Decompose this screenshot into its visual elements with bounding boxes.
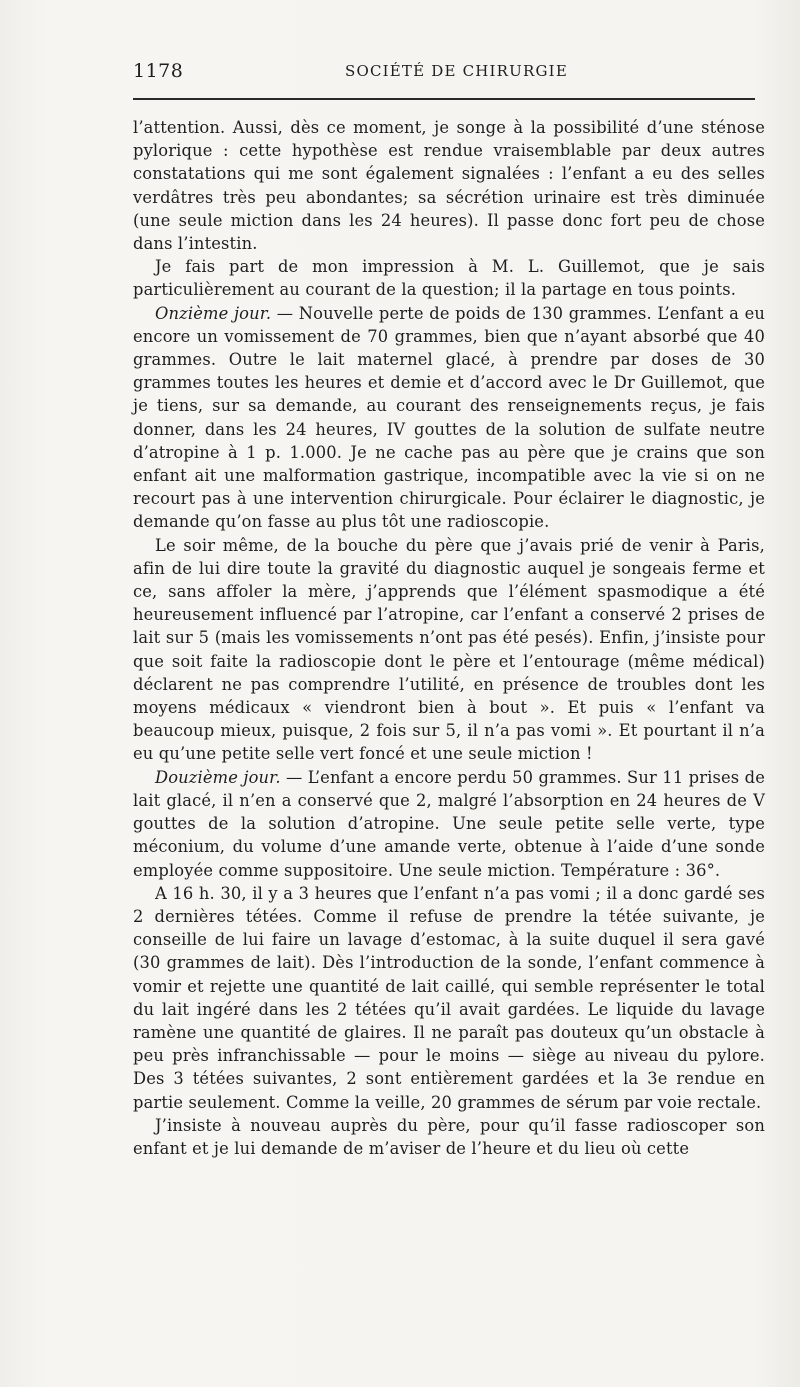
paragraph-5-text: — L’enfant a encore perdu 50 grammes. Sur 11 prises de lait glacé, il n’en a conservé que 2, malgré l’absorption en 24 heures de V gouttes de la solution d’atropine. Une seule petite selle verte, type méconium, du volume d’une amande verte, obtenue à l’aide d’une sonde employée comme suppositoire. Une seule miction. Température : 36°. <box>133 767 765 880</box>
paragraph-7: J’insiste à nouveau auprès du père, pour qu’il fasse radioscoper son enfant et je lui demande de m’aviser de l’heure et du lieu où cette <box>133 1115 765 1158</box>
paragraph-3 <box>133 302 765 534</box>
paragraph-6: A 16 h. 30, il y a 3 heures que l’enfant n’a pas vomi ; il a donc gardé ses 2 dernières tétées. Comme il refuse de prendre la tétée suivante, je conseille de lui faire un lavage d’estomac, à la suite duquel il sera gavé (30 grammes de lait). Dès l’introduction de la sonde, l’enfant commence à vomir et rejette une quantité de lait caillé, qui semble représenter le total du lait ingéré dans les 2 tétées qu’il avait gardées. Le liquide du lavage ramène une quantité de glaires. Il ne paraît pas douteux qu’un obstacle à peu près infranchissable — pour le moins — siège au niveau du pylore. Des 3 tétées suivantes, 2 sont entièrement gardées et la 3e rendue en partie seulement. Comme la veille, 20 grammes de sérum par voie rectale. <box>133 883 765 1112</box>
day-heading-twelve: Douzième jour. <box>155 767 281 787</box>
paragraph-2: Je fais part de mon impression à M. L. Guillemot, que je sais particulièrement au courant de la question; il la partage en tous points. <box>133 257 765 300</box>
running-title: SOCIÉTÉ DE CHIRURGIE <box>345 62 568 80</box>
page-number: 1178 <box>133 60 184 82</box>
paragraph-5 <box>133 766 765 882</box>
header-rule <box>133 98 755 100</box>
day-heading-eleven: Onzième jour. <box>155 303 272 323</box>
paragraph-4: Le soir même, de la bouche du père que j’avais prié de venir à Paris, afin de lui dire toute la gravité du diagnostic auquel je songeais ferme et ce, sans affoler la mère, j’apprends que l’élément spasmodique a été heureusement influencé par l’atropine, car l’enfant a conservé 2 prises de lait sur 5 (mais les vomissements n’ont pas été pesés). Enfin, j’insiste pour que soit faite la radioscopie dont le père et l’entourage (même médical) déclarent ne pas comprendre l’utilité, en présence de troubles dont les moyens médicaux « viendront bien à bout ». Et puis « l’enfant va beaucoup mieux, puisque, 2 fois sur 5, il n’a pas vomi ». Et pourtant il n’a eu qu’une petite selle vert foncé et une seule miction ! <box>133 535 765 764</box>
page-header <box>133 60 757 86</box>
body-text <box>133 116 765 1160</box>
paragraph-3-text: — Nouvelle perte de poids de 130 grammes. L’enfant a eu encore un vomissement de 70 grammes, bien que n’ayant absorbé que 40 grammes. Outre le lait maternel glacé, à prendre par doses de 30 grammes toutes les heures et demie et d’accord avec le Dr Guillemot, que je tiens, sur sa demande, au courant des renseignements reçus, je fais donner, dans les 24 heures, IV gouttes de la solution de sulfate neutre d’atropine à 1 p. 1.000. Je ne cache pas au père que je crains que son enfant ait une malformation gastrique, incompatible avec la vie si on ne recourt pas à une intervention chirurgicale. Pour éclairer le diagnostic, je demande qu’on fasse au plus tôt une radioscopie. <box>133 303 765 532</box>
paragraph-1: l’attention. Aussi, dès ce moment, je songe à la possibilité d’une sténose pylorique : cette hypothèse est rendue vraisemblable par deux autres constatations qui me sont également signalées : l’enfant a eu des selles verdâtres très peu abondantes; sa sécrétion urinaire est très diminuée (une seule miction dans les 24 heures). Il passe donc fort peu de chose dans l’intestin. <box>133 118 765 254</box>
